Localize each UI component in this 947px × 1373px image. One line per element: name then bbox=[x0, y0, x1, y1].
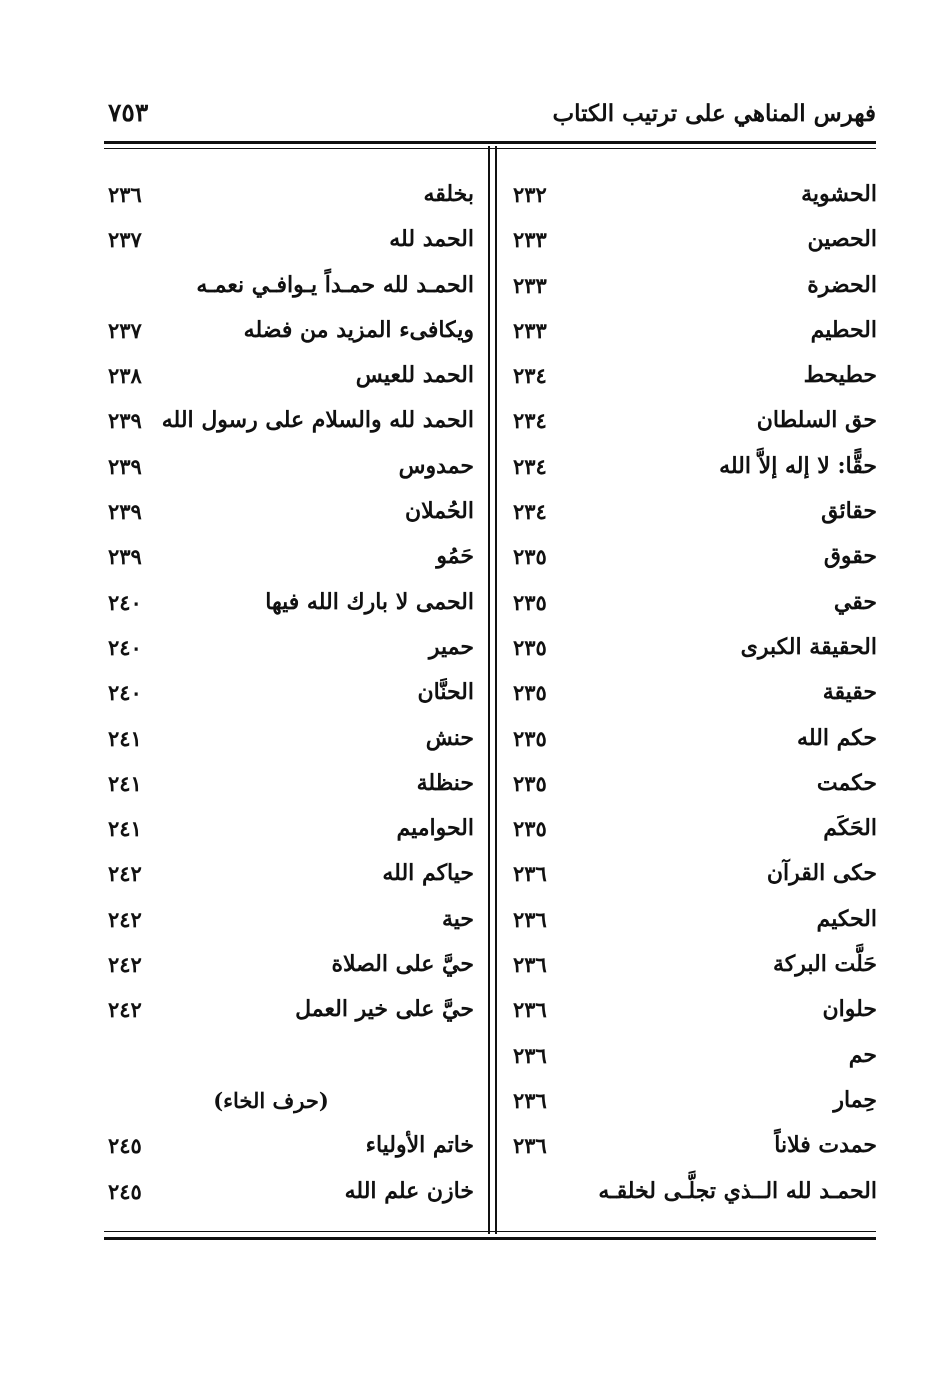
entry-page-number: ٢٣٦ bbox=[513, 952, 547, 978]
column-divider-line bbox=[495, 146, 497, 1234]
entry-page-number: ٢٣٩ bbox=[108, 408, 142, 434]
index-entry bbox=[108, 398, 474, 443]
index-entry bbox=[108, 444, 474, 489]
header-rule-thin bbox=[104, 148, 876, 149]
entry-term: خازن علم الله bbox=[344, 1177, 474, 1204]
entry-term: الحمد للعيس bbox=[355, 362, 474, 389]
index-entry bbox=[108, 263, 474, 308]
entry-term: حقيقة bbox=[822, 679, 877, 706]
entry-term: حِمار bbox=[833, 1086, 877, 1113]
entry-term: حنش bbox=[425, 724, 474, 751]
entry-term: الحَكَم bbox=[823, 815, 877, 842]
entry-page-number: ٢٣٤ bbox=[513, 363, 547, 389]
column-divider-line bbox=[488, 146, 490, 1234]
entry-page-number: ٢٣٦ bbox=[513, 1042, 547, 1068]
index-entry bbox=[513, 353, 877, 398]
header-rule-thick bbox=[104, 141, 876, 144]
entry-page-number: ٢٣٥ bbox=[513, 544, 547, 570]
index-entry bbox=[108, 987, 474, 1032]
entry-term: الحمـد لله الــذي تجلَّـى لخلقـه bbox=[598, 1177, 877, 1204]
header-title: فهرس المناهي على ترتيب الكتاب bbox=[552, 100, 876, 127]
entry-term: الحكيم bbox=[816, 905, 877, 932]
entry-page-number: ٢٣٦ bbox=[513, 861, 547, 887]
entry-page-number: ٢٤٠ bbox=[108, 634, 142, 660]
entry-term: الحقيقة الكبرى bbox=[740, 633, 877, 660]
index-entry bbox=[513, 217, 877, 262]
entry-term: الحمـد لله حمـداً يـوافـي نعمـه bbox=[196, 271, 474, 298]
entry-page-number: ٢٣٣ bbox=[513, 272, 547, 298]
index-entry bbox=[513, 444, 877, 489]
entry-page-number: ٢٣٢ bbox=[513, 182, 547, 207]
index-entry bbox=[108, 942, 474, 987]
index-entry bbox=[108, 625, 474, 670]
entry-page-number: ٢٣٩ bbox=[108, 499, 142, 525]
entry-term: الحصين bbox=[807, 226, 877, 253]
index-entry bbox=[513, 1078, 877, 1123]
entry-page-number: ٢٤٥ bbox=[108, 1133, 142, 1159]
entry-term: حَمُو bbox=[436, 543, 474, 570]
index-entry bbox=[513, 489, 877, 534]
entry-term: حق السلطان bbox=[756, 407, 877, 434]
index-entry bbox=[513, 1033, 877, 1078]
entry-term: حم bbox=[848, 1041, 877, 1068]
index-entry bbox=[108, 897, 474, 942]
index-entry bbox=[513, 625, 877, 670]
index-entry bbox=[513, 806, 877, 851]
entry-page-number: ٢٣٧ bbox=[108, 317, 142, 343]
entry-term: الحطيم bbox=[810, 316, 877, 343]
entry-term: حقوق bbox=[823, 543, 877, 570]
entry-term: حقائق bbox=[821, 498, 877, 525]
index-entry bbox=[513, 670, 877, 715]
footer-rule-thick bbox=[104, 1237, 876, 1240]
entry-term: حية bbox=[441, 905, 474, 932]
index-column-left bbox=[108, 172, 474, 1214]
entry-page-number: ٢٣٨ bbox=[108, 363, 142, 389]
entry-term: حطيحط bbox=[803, 362, 877, 389]
index-entry bbox=[513, 987, 877, 1032]
entry-term: الحُملان bbox=[404, 498, 474, 525]
index-entry bbox=[108, 806, 474, 851]
index-column-right bbox=[513, 172, 877, 1214]
footer-rule-thin bbox=[104, 1231, 876, 1232]
index-entry bbox=[108, 716, 474, 761]
page-header bbox=[108, 96, 876, 136]
entry-term: حمير bbox=[428, 633, 474, 660]
entry-term: حياكم الله bbox=[382, 860, 474, 887]
index-entry bbox=[513, 1169, 877, 1214]
entry-page-number: ٢٣٣ bbox=[513, 317, 547, 343]
entry-term: حكم الله bbox=[797, 724, 877, 751]
entry-term: حكمت bbox=[816, 769, 877, 796]
index-entry bbox=[108, 308, 474, 353]
index-entry bbox=[108, 851, 474, 896]
entry-page-number: ٢٤١ bbox=[108, 725, 142, 751]
entry-page-number: ٢٤١ bbox=[108, 816, 142, 842]
index-entry bbox=[513, 580, 877, 625]
entry-term: حكى القرآن bbox=[766, 860, 877, 887]
entry-term: خاتم الأولياء bbox=[365, 1132, 474, 1159]
entry-page-number: ٢٤٠ bbox=[108, 680, 142, 706]
blank-line bbox=[108, 1033, 474, 1078]
entry-term: حمدوس bbox=[398, 452, 474, 479]
index-entry bbox=[513, 716, 877, 761]
index-entry bbox=[513, 308, 877, 353]
entry-page-number: ٢٣٧ bbox=[108, 227, 142, 253]
entry-page-number: ٢٤١ bbox=[108, 770, 142, 796]
entry-term: الحمد لله bbox=[389, 226, 474, 253]
entry-term: حنظلة bbox=[416, 769, 474, 796]
entry-term: الحشوية bbox=[801, 181, 877, 207]
entry-page-number: ٢٣٤ bbox=[513, 499, 547, 525]
index-entry bbox=[108, 580, 474, 625]
entry-term: الحضرة bbox=[807, 271, 877, 298]
entry-page-number: ٢٣٦ bbox=[513, 997, 547, 1023]
entry-term: الحواميم bbox=[396, 815, 474, 842]
entry-page-number: ٢٤٢ bbox=[108, 906, 142, 932]
index-entry bbox=[108, 353, 474, 398]
entry-page-number: ٢٣٥ bbox=[513, 634, 547, 660]
entry-page-number: ٢٣٥ bbox=[513, 816, 547, 842]
entry-page-number: ٢٣٦ bbox=[513, 1087, 547, 1113]
entry-page-number: ٢٣٦ bbox=[513, 906, 547, 932]
index-entry bbox=[108, 761, 474, 806]
entry-page-number: ٢٣٩ bbox=[108, 453, 142, 479]
entry-term: حَلَّت البركة bbox=[772, 951, 877, 978]
entry-page-number: ٢٣٩ bbox=[108, 544, 142, 570]
entry-page-number: ٢٤٠ bbox=[108, 589, 142, 615]
entry-term: الحمى لا بارك الله فيها bbox=[265, 588, 474, 615]
index-entry bbox=[108, 172, 474, 217]
index-entry bbox=[513, 897, 877, 942]
section-heading: (حرف الخاء) bbox=[213, 1087, 329, 1113]
entry-page-number: ٢٣٤ bbox=[513, 408, 547, 434]
index-entry bbox=[513, 851, 877, 896]
index-entry bbox=[513, 761, 877, 806]
index-entry bbox=[513, 172, 877, 217]
index-entry bbox=[513, 398, 877, 443]
index-entry bbox=[108, 1123, 474, 1168]
entry-term: حقًّا: لا إله إلاَّ الله bbox=[719, 452, 877, 479]
entry-term: حيَّ على خير العمل bbox=[295, 996, 474, 1023]
entry-page-number: ٢٣٤ bbox=[513, 453, 547, 479]
index-entry bbox=[108, 670, 474, 715]
entry-term: حلوان bbox=[822, 996, 877, 1023]
index-entry bbox=[513, 1123, 877, 1168]
index-entry bbox=[108, 534, 474, 579]
entry-term: بخلقه bbox=[423, 181, 474, 207]
entry-page-number: ٢٣٦ bbox=[513, 1133, 547, 1159]
index-entry bbox=[108, 1169, 474, 1214]
page-number: ٧٥٣ bbox=[108, 98, 149, 127]
entry-page-number: ٢٤٢ bbox=[108, 952, 142, 978]
index-entry bbox=[513, 534, 877, 579]
entry-page-number: ٢٣٥ bbox=[513, 589, 547, 615]
entry-page-number: ٢٤٢ bbox=[108, 997, 142, 1023]
entry-term: حيَّ على الصلاة bbox=[331, 951, 474, 978]
index-entry bbox=[108, 217, 474, 262]
index-entry bbox=[513, 942, 877, 987]
entry-page-number: ٢٤٥ bbox=[108, 1178, 142, 1204]
index-entry bbox=[108, 489, 474, 534]
index-entry bbox=[513, 263, 877, 308]
entry-page-number: ٢٣٥ bbox=[513, 770, 547, 796]
entry-page-number: ٢٣٥ bbox=[513, 725, 547, 751]
entry-page-number: ٢٣٥ bbox=[513, 680, 547, 706]
entry-page-number: ٢٣٣ bbox=[513, 227, 547, 253]
entry-term: الحمد لله والسلام على رسول الله bbox=[161, 407, 474, 434]
entry-term: حمدت فلاناً bbox=[774, 1132, 877, 1159]
entry-page-number: ٢٤٢ bbox=[108, 861, 142, 887]
entry-page-number: ٢٣٦ bbox=[108, 182, 142, 207]
entry-term: ويكافىء المزيد من فضله bbox=[243, 316, 474, 343]
entry-term: حقي bbox=[833, 588, 877, 615]
entry-term: الحنَّان bbox=[417, 679, 474, 706]
